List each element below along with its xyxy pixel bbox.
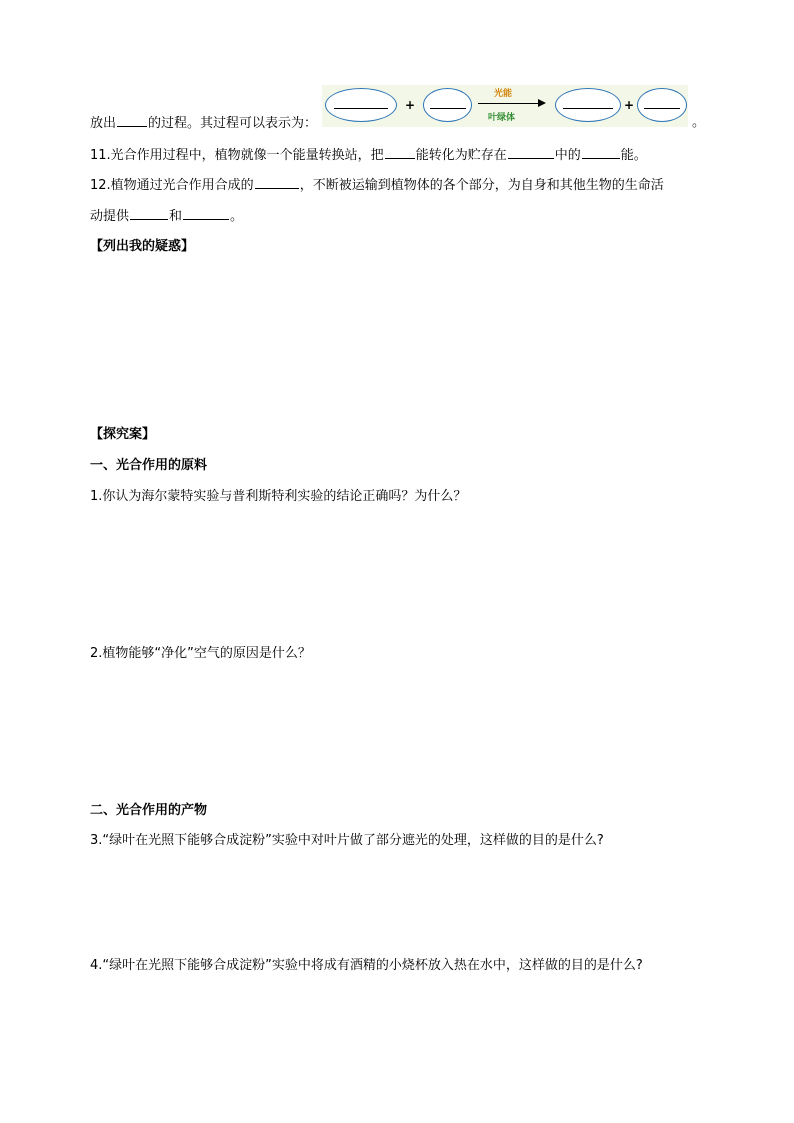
q12-text-b: ，不断被运输到植物体的各个部分，为自身和其他生物的生命活	[299, 178, 664, 193]
q11-text-d: 能。	[620, 148, 647, 163]
q12-text-a: 12.植物通过光合作用合成的	[90, 178, 254, 193]
q12-text-d: 和	[169, 209, 183, 224]
line1-post: 的过程。其过程可以表示为：	[148, 116, 318, 131]
q11-text-c: 中的	[554, 148, 581, 163]
section-2-title: 二、光合作用的产物	[90, 803, 208, 818]
reactant-1-ellipse[interactable]	[325, 88, 397, 122]
question-4: 4.“绿叶在光照下能够合成淀粉”实验中将成有酒精的小烧杯放入热在水中，这样做的目的是什么?	[90, 958, 643, 973]
doubt-heading: 【列出我的疑惑】	[90, 239, 195, 254]
q11-blank-1[interactable]	[385, 146, 415, 159]
plus-sign-2: +	[624, 98, 635, 112]
line1-pre: 放出	[90, 116, 117, 131]
section-1-title: 一、光合作用的原料	[90, 458, 208, 473]
question-11	[90, 146, 647, 165]
question-12-line2	[90, 207, 243, 226]
question-12-line1	[90, 176, 664, 195]
arrow-label-chloroplast: 叶绿体	[488, 113, 516, 123]
reaction-arrow	[478, 103, 540, 104]
q12-text-e: 。	[230, 209, 244, 224]
q12-text-c: 动提供	[90, 209, 130, 224]
question-1: 1.你认为海尔蒙特实验与普利斯特利实验的结论正确吗？为什么？	[90, 489, 467, 504]
plus-sign-1: +	[405, 98, 416, 112]
product-1-ellipse[interactable]	[555, 88, 621, 122]
question-2: 2.植物能够“净化”空气的原因是什么？	[90, 646, 311, 661]
explore-heading: 【探究案】	[90, 427, 156, 442]
product-2-ellipse[interactable]	[637, 88, 687, 122]
q11-blank-3[interactable]	[582, 146, 620, 159]
q11-text-a: 11.光合作用过程中，植物就像一个能量转换站，把	[90, 148, 384, 163]
question-3: 3.“绿叶在光照下能够合成淀粉”实验中对叶片做了部分遮光的处理，这样做的目的是什么?	[90, 833, 604, 848]
arrow-label-light: 光能	[494, 89, 513, 99]
q11-text-b: 能转化为贮存在	[415, 148, 507, 163]
q11-blank-2[interactable]	[508, 146, 554, 159]
q12-blank-1[interactable]	[255, 176, 299, 189]
fill-in-line-1	[90, 114, 317, 133]
blank-1[interactable]	[117, 114, 147, 127]
arrow-head-icon	[538, 99, 546, 107]
reactant-2-ellipse[interactable]	[423, 88, 472, 122]
line1-end: 。	[692, 115, 706, 130]
q12-blank-2[interactable]	[130, 207, 168, 220]
q12-blank-3[interactable]	[183, 207, 229, 220]
